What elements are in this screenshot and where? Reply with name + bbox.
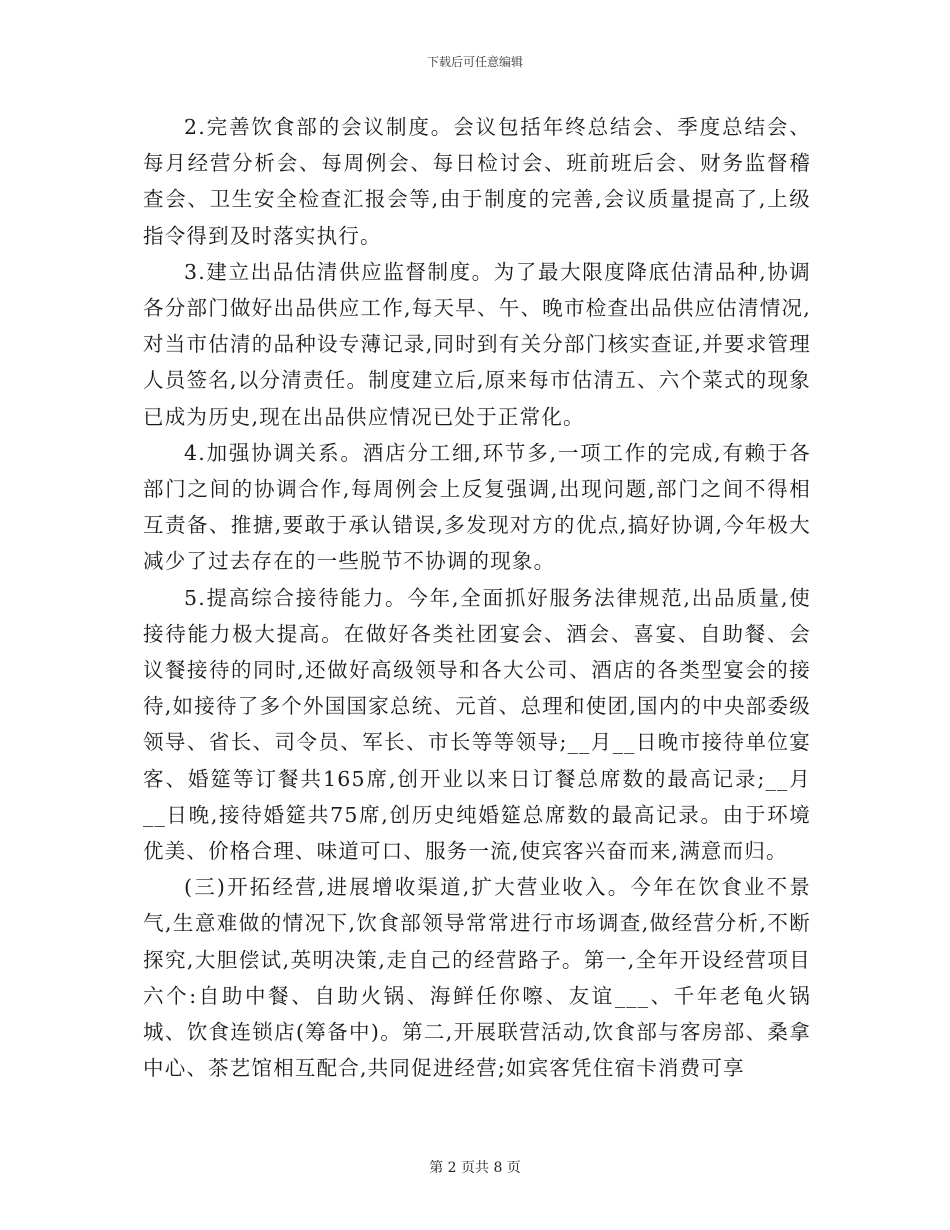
page-header: 下载后可任意编辑: [426, 55, 523, 69]
document-body: [143, 109, 811, 1086]
paragraph: 3.建立出品估清供应监督制度。为了最大限度降底估清品种,协调各分部门做好出品供应工作,每天早、午、晚市检查出品供应估清情况,对当市估清的品种设专薄记录,同时到有关分部门核实查证,并要求管理人员签名,以分清责任。制度建立后,原来每市估清五、六个菜式的现象已成为历史,现在出品供应情况已处于正常化。: [143, 259, 811, 429]
paragraph: 5.提高综合接待能力。今年,全面抓好服务法律规范,出品质量,使接待能力极大提高。在做好各类社团宴会、酒会、喜宴、自助餐、会议餐接待的同时,还做好高级领导和各大公司、酒店的各类型宴会的接待,如接待了多个外国国家总统、元首、总理和使团,国内的中央部委级领导、省长、司令员、军长、市长等等领导;__月__日晚市接待单位宴客、婚筵等订餐共165席,创开业以来日订餐总席数的最高记录;__月__日晚,接待婚筵共75席,创历史纯婚筵总席数的最高记录。由于环境优美、价格合理、味道可口、服务一流,使宾客兴奋而来,满意而归。: [143, 585, 811, 864]
paragraph: (三)开拓经营,进展增收渠道,扩大营业收入。今年在饮食业不景气,生意难做的情况下,饮食部领导常常进行市场调查,做经营分析,不断探究,大胆偿试,英明决策,走自己的经营路子。第一,全年开设经营项目六个:自助中餐、自助火锅、海鲜任你嚓、友谊___、千年老龟火锅城、饮食连锁店(筹备中)。第二,开展联营活动,饮食部与客房部、桑拿中心、茶艺馆相互配合,共同促进经营;如宾客凭住宿卡消费可享: [143, 875, 811, 1081]
paragraph: 4.加强协调关系。酒店分工细,环节多,一项工作的完成,有赖于各部门之间的协调合作,每周例会上反复强调,出现问题,部门之间不得相互责备、推搪,要敢于承认错误,多发现对方的优点,搞好协调,今年极大减少了过去存在的一些脱节不协调的现象。: [143, 440, 811, 574]
page-number-footer: 第 2 页共 8 页: [429, 1160, 521, 1176]
paragraph: 2.完善饮食部的会议制度。会议包括年终总结会、季度总结会、每月经营分析会、每周例会、每日检讨会、班前班后会、财务监督稽查会、卫生安全检查汇报会等,由于制度的完善,会议质量提高了,上级指令得到及时落实执行。: [143, 115, 811, 248]
